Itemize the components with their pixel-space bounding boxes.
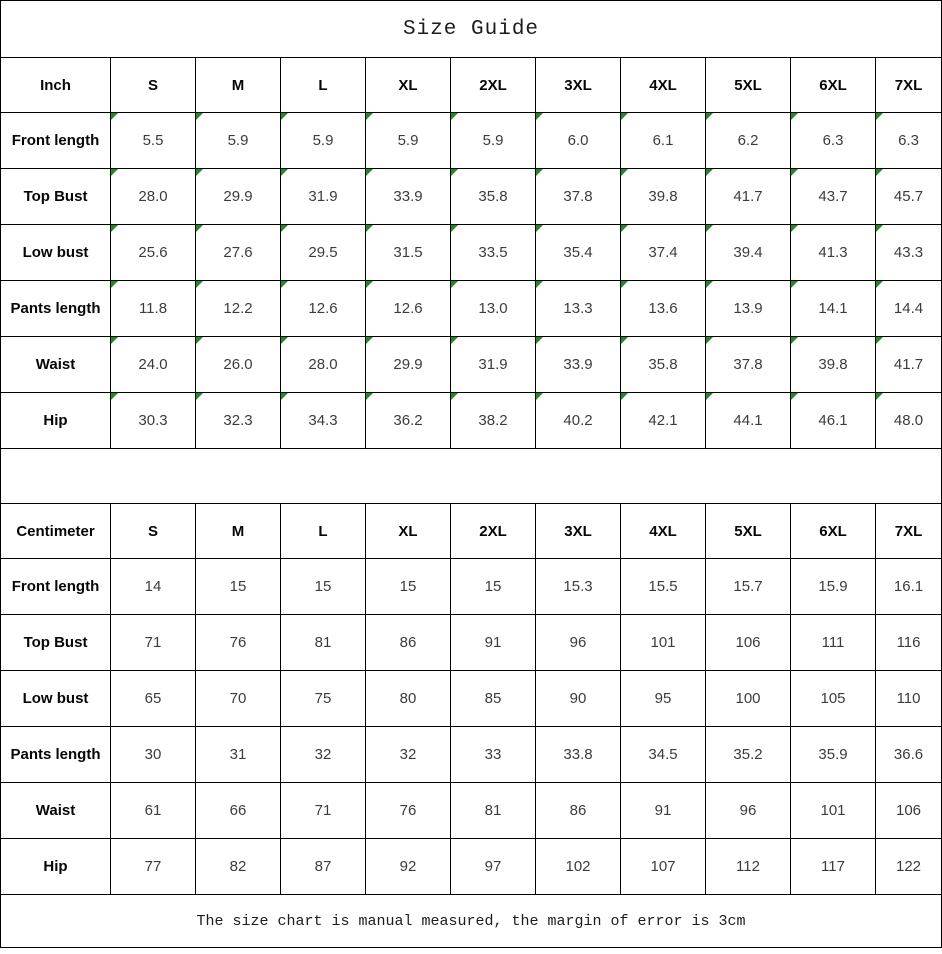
size-value-cell: 15.3 bbox=[536, 559, 621, 615]
size-value-cell: 16.1 bbox=[876, 559, 942, 615]
size-value-cell: 6.0 bbox=[536, 113, 621, 169]
size-value-cell: 12.6 bbox=[366, 281, 451, 337]
size-value-cell: 97 bbox=[451, 839, 536, 895]
size-value-cell: 101 bbox=[621, 615, 706, 671]
title-row bbox=[1, 1, 942, 58]
cell-corner-flag-icon bbox=[281, 337, 288, 344]
centimeter-size-header-5xl: 5XL bbox=[706, 504, 791, 559]
cell-corner-flag-icon bbox=[706, 225, 713, 232]
centimeter-row-top-bust bbox=[1, 615, 942, 671]
size-value-cell: 15.7 bbox=[706, 559, 791, 615]
centimeter-size-header-s: S bbox=[111, 504, 196, 559]
size-value-cell: 41.7 bbox=[706, 169, 791, 225]
cell-corner-flag-icon bbox=[791, 113, 798, 120]
size-value-cell: 6.3 bbox=[876, 113, 942, 169]
cell-corner-flag-icon bbox=[281, 393, 288, 400]
cell-corner-flag-icon bbox=[791, 281, 798, 288]
size-value-cell: 39.8 bbox=[621, 169, 706, 225]
cell-corner-flag-icon bbox=[621, 113, 628, 120]
size-value-cell: 116 bbox=[876, 615, 942, 671]
cell-corner-flag-icon bbox=[876, 281, 883, 288]
footer-row bbox=[1, 895, 942, 948]
cell-corner-flag-icon bbox=[536, 337, 543, 344]
inch-size-header-m: M bbox=[196, 58, 281, 113]
size-value-cell: 92 bbox=[366, 839, 451, 895]
measurement-label: Waist bbox=[1, 783, 111, 839]
cell-corner-flag-icon bbox=[366, 169, 373, 176]
size-value-cell: 81 bbox=[281, 615, 366, 671]
size-value-cell: 90 bbox=[536, 671, 621, 727]
size-value-cell: 13.6 bbox=[621, 281, 706, 337]
measurement-label: Front length bbox=[1, 559, 111, 615]
size-value-cell: 37.4 bbox=[621, 225, 706, 281]
size-value-cell: 35.8 bbox=[621, 337, 706, 393]
inch-size-header-2xl: 2XL bbox=[451, 58, 536, 113]
inch-header-row bbox=[1, 58, 942, 113]
size-value-cell: 14 bbox=[111, 559, 196, 615]
size-value-cell: 15.9 bbox=[791, 559, 876, 615]
size-value-cell: 15 bbox=[451, 559, 536, 615]
size-value-cell: 65 bbox=[111, 671, 196, 727]
size-value-cell: 39.8 bbox=[791, 337, 876, 393]
measurement-label: Top Bust bbox=[1, 169, 111, 225]
size-value-cell: 38.2 bbox=[451, 393, 536, 449]
size-value-cell: 81 bbox=[451, 783, 536, 839]
measurement-label: Hip bbox=[1, 393, 111, 449]
cell-corner-flag-icon bbox=[111, 393, 118, 400]
size-value-cell: 46.1 bbox=[791, 393, 876, 449]
cell-corner-flag-icon bbox=[366, 113, 373, 120]
spacer-row bbox=[1, 449, 942, 504]
size-value-cell: 29.5 bbox=[281, 225, 366, 281]
inch-row-front-length bbox=[1, 113, 942, 169]
centimeter-size-header-3xl: 3XL bbox=[536, 504, 621, 559]
size-value-cell: 6.1 bbox=[621, 113, 706, 169]
cell-corner-flag-icon bbox=[281, 169, 288, 176]
inch-size-header-s: S bbox=[111, 58, 196, 113]
size-value-cell: 48.0 bbox=[876, 393, 942, 449]
cell-corner-flag-icon bbox=[451, 281, 458, 288]
cell-corner-flag-icon bbox=[621, 281, 628, 288]
size-value-cell: 6.3 bbox=[791, 113, 876, 169]
size-value-cell: 41.3 bbox=[791, 225, 876, 281]
size-value-cell: 122 bbox=[876, 839, 942, 895]
cell-corner-flag-icon bbox=[196, 169, 203, 176]
inch-size-header-5xl: 5XL bbox=[706, 58, 791, 113]
measurement-label: Hip bbox=[1, 839, 111, 895]
size-value-cell: 33.9 bbox=[366, 169, 451, 225]
size-value-cell: 96 bbox=[536, 615, 621, 671]
centimeter-row-low-bust bbox=[1, 671, 942, 727]
spacer-section bbox=[1, 449, 942, 504]
size-value-cell: 28.0 bbox=[111, 169, 196, 225]
cell-corner-flag-icon bbox=[621, 393, 628, 400]
cell-corner-flag-icon bbox=[281, 225, 288, 232]
size-value-cell: 91 bbox=[621, 783, 706, 839]
size-value-cell: 75 bbox=[281, 671, 366, 727]
cell-corner-flag-icon bbox=[281, 113, 288, 120]
size-value-cell: 11.8 bbox=[111, 281, 196, 337]
inch-size-header-xl: XL bbox=[366, 58, 451, 113]
size-value-cell: 5.9 bbox=[281, 113, 366, 169]
centimeter-unit-label: Centimeter bbox=[1, 504, 111, 559]
cell-corner-flag-icon bbox=[876, 393, 883, 400]
cell-corner-flag-icon bbox=[281, 281, 288, 288]
cell-corner-flag-icon bbox=[621, 225, 628, 232]
size-value-cell: 66 bbox=[196, 783, 281, 839]
size-value-cell: 5.5 bbox=[111, 113, 196, 169]
size-value-cell: 6.2 bbox=[706, 113, 791, 169]
size-value-cell: 13.3 bbox=[536, 281, 621, 337]
inch-row-pants-length bbox=[1, 281, 942, 337]
size-value-cell: 45.7 bbox=[876, 169, 942, 225]
inch-size-header-7xl: 7XL bbox=[876, 58, 942, 113]
size-value-cell: 40.2 bbox=[536, 393, 621, 449]
size-value-cell: 41.7 bbox=[876, 337, 942, 393]
size-value-cell: 111 bbox=[791, 615, 876, 671]
centimeter-size-header-m: M bbox=[196, 504, 281, 559]
size-value-cell: 101 bbox=[791, 783, 876, 839]
centimeter-table-section bbox=[1, 504, 942, 895]
cell-corner-flag-icon bbox=[366, 337, 373, 344]
size-value-cell: 34.5 bbox=[621, 727, 706, 783]
size-value-cell: 43.3 bbox=[876, 225, 942, 281]
size-value-cell: 112 bbox=[706, 839, 791, 895]
size-value-cell: 105 bbox=[791, 671, 876, 727]
cell-corner-flag-icon bbox=[791, 393, 798, 400]
cell-corner-flag-icon bbox=[536, 113, 543, 120]
size-value-cell: 33.8 bbox=[536, 727, 621, 783]
centimeter-size-header-6xl: 6XL bbox=[791, 504, 876, 559]
size-value-cell: 30.3 bbox=[111, 393, 196, 449]
centimeter-row-hip bbox=[1, 839, 942, 895]
cell-corner-flag-icon bbox=[706, 393, 713, 400]
cell-corner-flag-icon bbox=[111, 337, 118, 344]
size-value-cell: 82 bbox=[196, 839, 281, 895]
size-value-cell: 13.9 bbox=[706, 281, 791, 337]
size-value-cell: 43.7 bbox=[791, 169, 876, 225]
cell-corner-flag-icon bbox=[706, 281, 713, 288]
size-value-cell: 85 bbox=[451, 671, 536, 727]
centimeter-size-header-7xl: 7XL bbox=[876, 504, 942, 559]
size-value-cell: 42.1 bbox=[621, 393, 706, 449]
size-value-cell: 5.9 bbox=[451, 113, 536, 169]
size-value-cell: 35.4 bbox=[536, 225, 621, 281]
footer-note: The size chart is manual measured, the margin of error is 3cm bbox=[1, 895, 942, 948]
inch-size-header-4xl: 4XL bbox=[621, 58, 706, 113]
size-value-cell: 29.9 bbox=[366, 337, 451, 393]
cell-corner-flag-icon bbox=[536, 225, 543, 232]
measurement-label: Low bust bbox=[1, 671, 111, 727]
size-value-cell: 76 bbox=[196, 615, 281, 671]
centimeter-row-pants-length bbox=[1, 727, 942, 783]
size-value-cell: 33.5 bbox=[451, 225, 536, 281]
size-value-cell: 86 bbox=[366, 615, 451, 671]
cell-corner-flag-icon bbox=[196, 337, 203, 344]
size-value-cell: 30 bbox=[111, 727, 196, 783]
size-value-cell: 15 bbox=[366, 559, 451, 615]
size-value-cell: 31.9 bbox=[281, 169, 366, 225]
cell-corner-flag-icon bbox=[791, 225, 798, 232]
cell-corner-flag-icon bbox=[876, 225, 883, 232]
size-value-cell: 36.6 bbox=[876, 727, 942, 783]
size-value-cell: 37.8 bbox=[706, 337, 791, 393]
centimeter-size-header-l: L bbox=[281, 504, 366, 559]
size-value-cell: 15 bbox=[196, 559, 281, 615]
cell-corner-flag-icon bbox=[451, 393, 458, 400]
cell-corner-flag-icon bbox=[536, 281, 543, 288]
size-value-cell: 13.0 bbox=[451, 281, 536, 337]
measurement-label: Front length bbox=[1, 113, 111, 169]
cell-corner-flag-icon bbox=[451, 169, 458, 176]
cell-corner-flag-icon bbox=[451, 337, 458, 344]
size-value-cell: 106 bbox=[706, 615, 791, 671]
centimeter-row-front-length bbox=[1, 559, 942, 615]
cell-corner-flag-icon bbox=[111, 225, 118, 232]
size-value-cell: 76 bbox=[366, 783, 451, 839]
size-value-cell: 31 bbox=[196, 727, 281, 783]
size-value-cell: 37.8 bbox=[536, 169, 621, 225]
footer-section bbox=[1, 895, 942, 948]
size-value-cell: 87 bbox=[281, 839, 366, 895]
centimeter-row-waist bbox=[1, 783, 942, 839]
size-value-cell: 32 bbox=[366, 727, 451, 783]
size-value-cell: 86 bbox=[536, 783, 621, 839]
size-value-cell: 110 bbox=[876, 671, 942, 727]
size-value-cell: 33 bbox=[451, 727, 536, 783]
inch-size-header-6xl: 6XL bbox=[791, 58, 876, 113]
cell-corner-flag-icon bbox=[876, 169, 883, 176]
size-value-cell: 29.9 bbox=[196, 169, 281, 225]
centimeter-size-header-xl: XL bbox=[366, 504, 451, 559]
size-value-cell: 35.9 bbox=[791, 727, 876, 783]
cell-corner-flag-icon bbox=[111, 169, 118, 176]
centimeter-header-row bbox=[1, 504, 942, 559]
size-value-cell: 35.8 bbox=[451, 169, 536, 225]
centimeter-size-header-4xl: 4XL bbox=[621, 504, 706, 559]
size-value-cell: 71 bbox=[281, 783, 366, 839]
cell-corner-flag-icon bbox=[706, 337, 713, 344]
size-value-cell: 96 bbox=[706, 783, 791, 839]
page-title: Size Guide bbox=[1, 1, 942, 58]
size-value-cell: 117 bbox=[791, 839, 876, 895]
size-value-cell: 26.0 bbox=[196, 337, 281, 393]
size-value-cell: 44.1 bbox=[706, 393, 791, 449]
measurement-label: Waist bbox=[1, 337, 111, 393]
cell-corner-flag-icon bbox=[196, 393, 203, 400]
size-value-cell: 70 bbox=[196, 671, 281, 727]
inch-size-header-l: L bbox=[281, 58, 366, 113]
size-value-cell: 24.0 bbox=[111, 337, 196, 393]
cell-corner-flag-icon bbox=[111, 281, 118, 288]
measurement-label: Low bust bbox=[1, 225, 111, 281]
size-value-cell: 100 bbox=[706, 671, 791, 727]
size-value-cell: 12.6 bbox=[281, 281, 366, 337]
size-value-cell: 102 bbox=[536, 839, 621, 895]
size-value-cell: 5.9 bbox=[196, 113, 281, 169]
size-value-cell: 33.9 bbox=[536, 337, 621, 393]
measurement-label: Pants length bbox=[1, 281, 111, 337]
size-value-cell: 31.5 bbox=[366, 225, 451, 281]
size-value-cell: 91 bbox=[451, 615, 536, 671]
inch-row-low-bust bbox=[1, 225, 942, 281]
size-value-cell: 25.6 bbox=[111, 225, 196, 281]
cell-corner-flag-icon bbox=[366, 225, 373, 232]
cell-corner-flag-icon bbox=[196, 281, 203, 288]
size-value-cell: 80 bbox=[366, 671, 451, 727]
cell-corner-flag-icon bbox=[706, 113, 713, 120]
size-value-cell: 5.9 bbox=[366, 113, 451, 169]
inch-row-top-bust bbox=[1, 169, 942, 225]
cell-corner-flag-icon bbox=[366, 393, 373, 400]
size-value-cell: 32.3 bbox=[196, 393, 281, 449]
inch-row-waist bbox=[1, 337, 942, 393]
cell-corner-flag-icon bbox=[366, 281, 373, 288]
cell-corner-flag-icon bbox=[196, 113, 203, 120]
size-value-cell: 32 bbox=[281, 727, 366, 783]
cell-corner-flag-icon bbox=[111, 113, 118, 120]
size-value-cell: 35.2 bbox=[706, 727, 791, 783]
size-value-cell: 14.4 bbox=[876, 281, 942, 337]
size-value-cell: 61 bbox=[111, 783, 196, 839]
cell-corner-flag-icon bbox=[536, 393, 543, 400]
cell-corner-flag-icon bbox=[876, 113, 883, 120]
cell-corner-flag-icon bbox=[621, 169, 628, 176]
size-value-cell: 95 bbox=[621, 671, 706, 727]
cell-corner-flag-icon bbox=[621, 337, 628, 344]
size-value-cell: 106 bbox=[876, 783, 942, 839]
cell-corner-flag-icon bbox=[451, 225, 458, 232]
size-value-cell: 31.9 bbox=[451, 337, 536, 393]
cell-corner-flag-icon bbox=[451, 113, 458, 120]
title-section bbox=[1, 1, 942, 58]
measurement-label: Pants length bbox=[1, 727, 111, 783]
size-value-cell: 15 bbox=[281, 559, 366, 615]
size-value-cell: 34.3 bbox=[281, 393, 366, 449]
table-spacer bbox=[1, 449, 942, 504]
size-value-cell: 77 bbox=[111, 839, 196, 895]
measurement-label: Top Bust bbox=[1, 615, 111, 671]
size-value-cell: 28.0 bbox=[281, 337, 366, 393]
size-value-cell: 39.4 bbox=[706, 225, 791, 281]
cell-corner-flag-icon bbox=[706, 169, 713, 176]
size-value-cell: 27.6 bbox=[196, 225, 281, 281]
inch-row-hip bbox=[1, 393, 942, 449]
size-value-cell: 15.5 bbox=[621, 559, 706, 615]
cell-corner-flag-icon bbox=[791, 337, 798, 344]
cell-corner-flag-icon bbox=[536, 169, 543, 176]
centimeter-size-header-2xl: 2XL bbox=[451, 504, 536, 559]
size-value-cell: 71 bbox=[111, 615, 196, 671]
size-value-cell: 12.2 bbox=[196, 281, 281, 337]
cell-corner-flag-icon bbox=[791, 169, 798, 176]
inch-size-header-3xl: 3XL bbox=[536, 58, 621, 113]
inch-unit-label: Inch bbox=[1, 58, 111, 113]
inch-table-section bbox=[1, 58, 942, 449]
size-value-cell: 14.1 bbox=[791, 281, 876, 337]
size-value-cell: 36.2 bbox=[366, 393, 451, 449]
cell-corner-flag-icon bbox=[876, 337, 883, 344]
cell-corner-flag-icon bbox=[196, 225, 203, 232]
size-value-cell: 107 bbox=[621, 839, 706, 895]
